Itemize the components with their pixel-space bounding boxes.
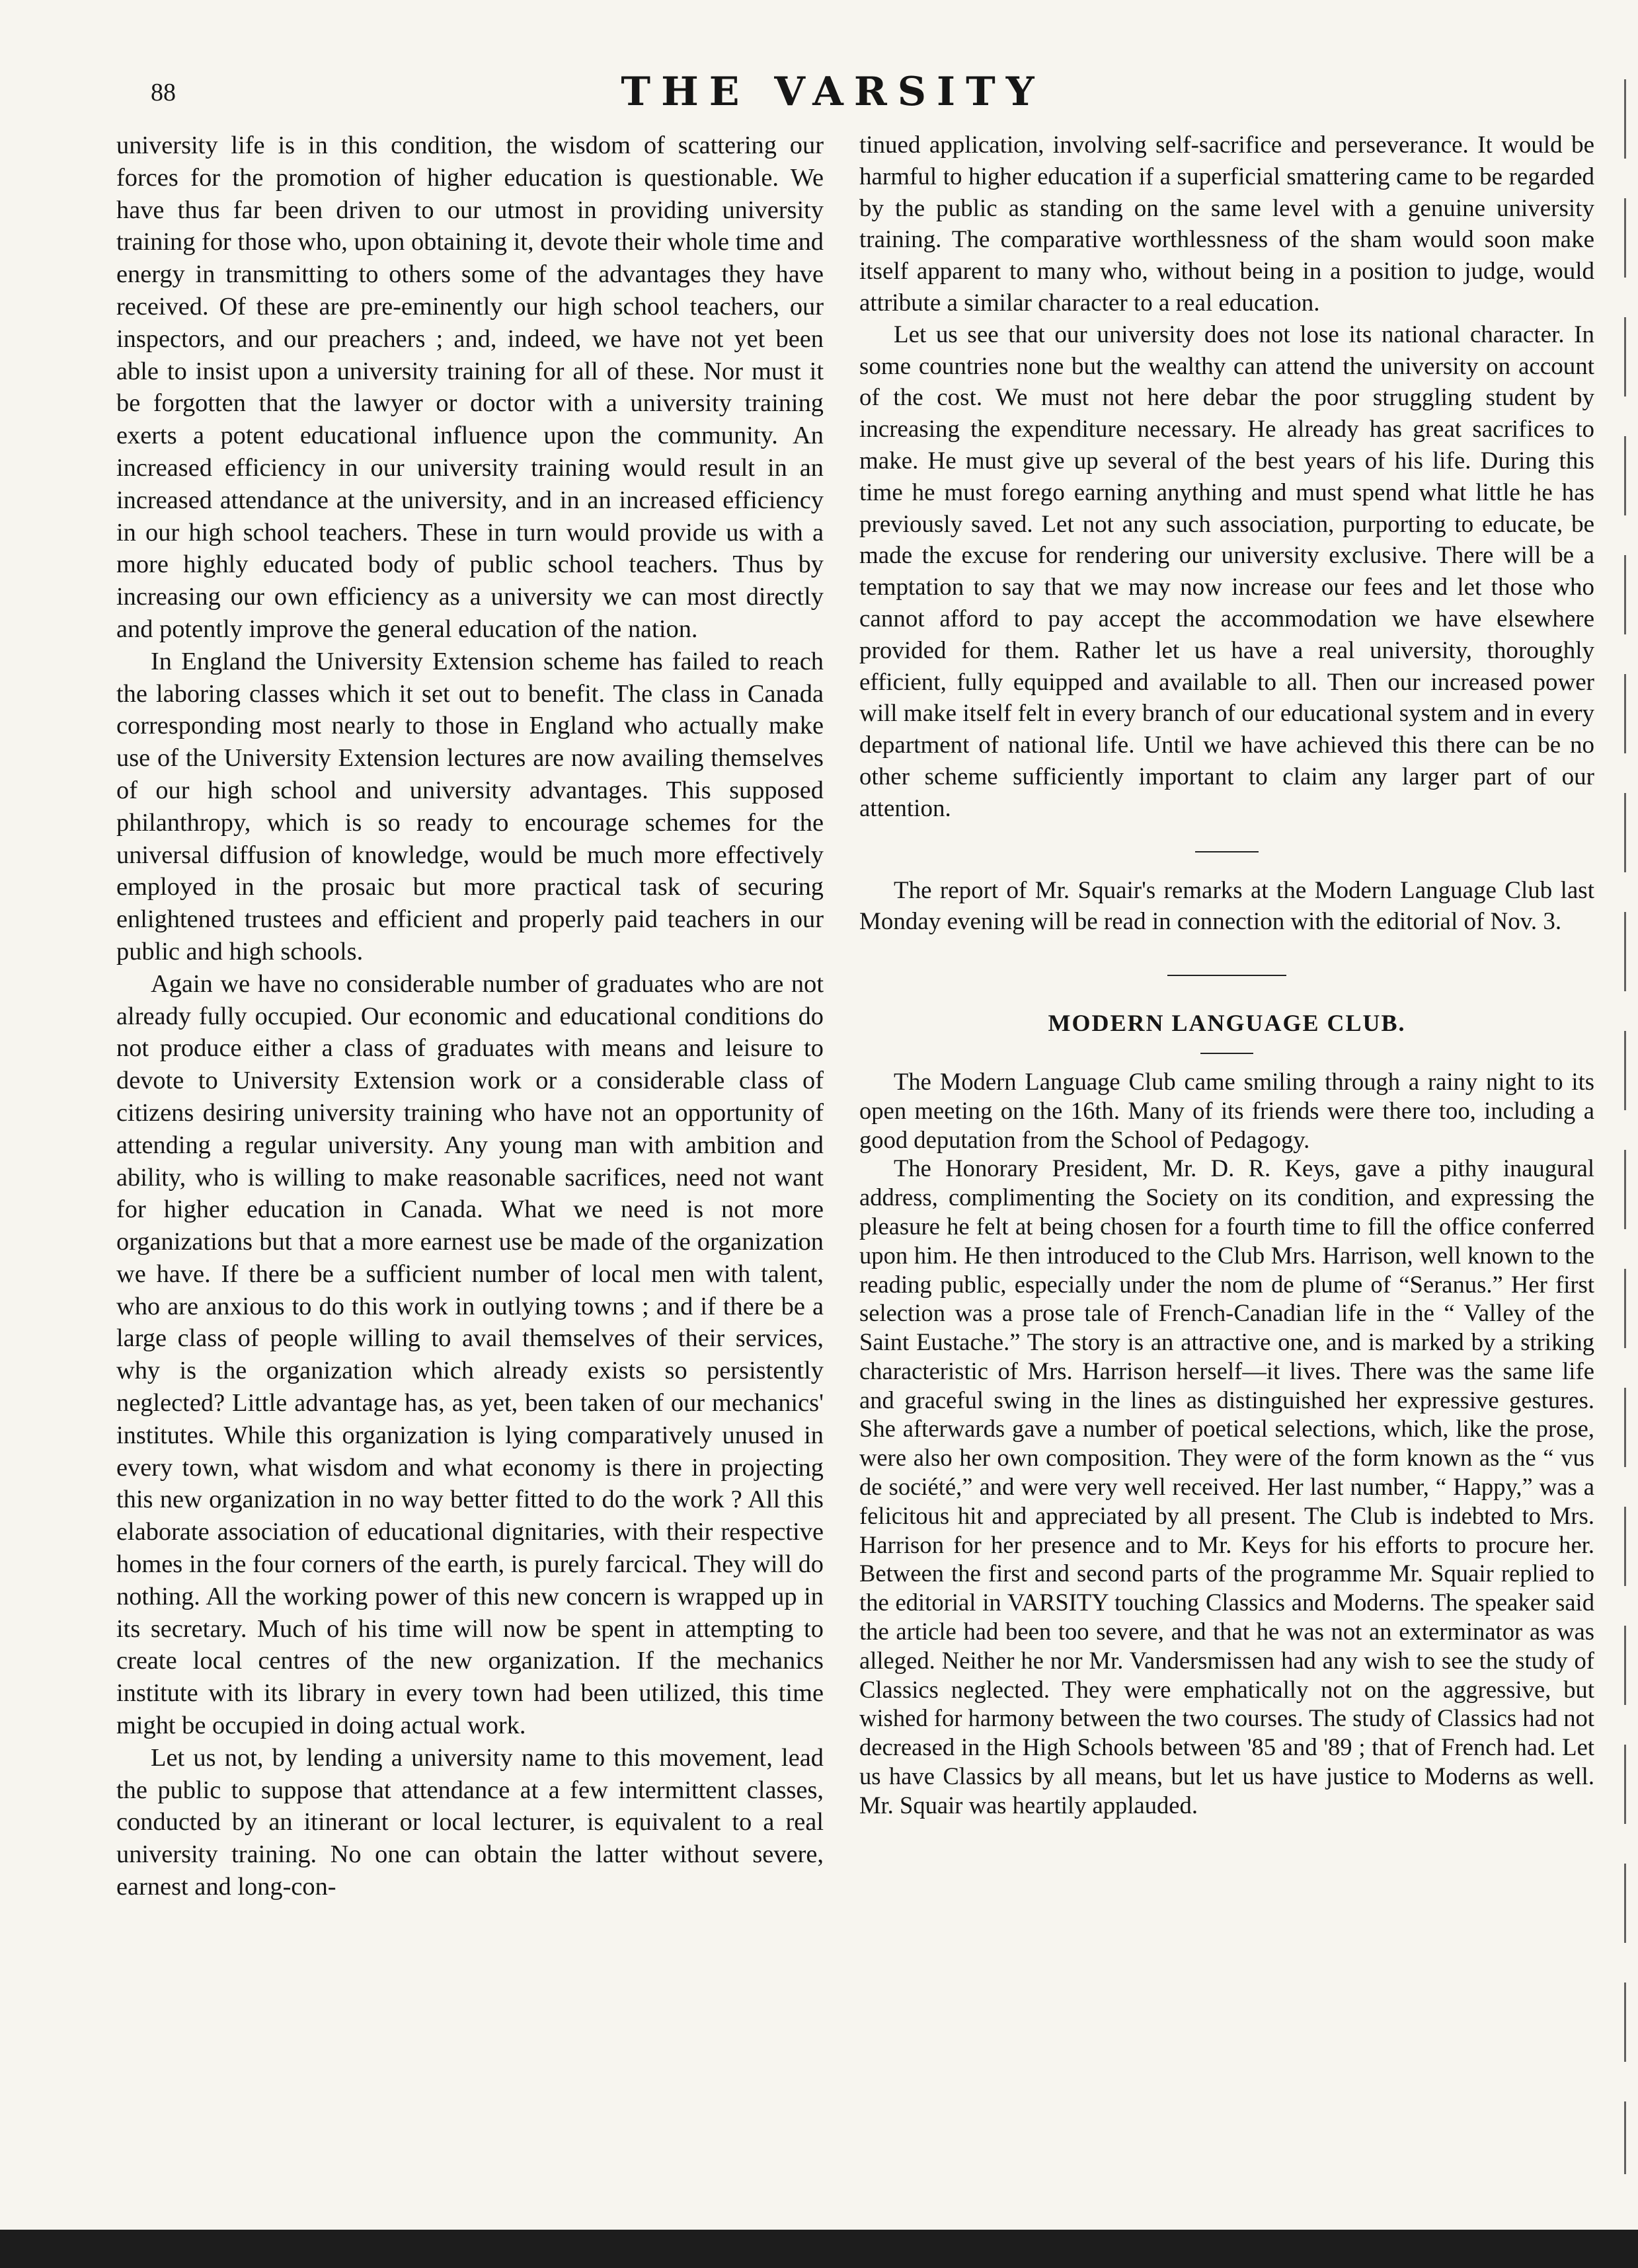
- left-column: [116, 130, 824, 1903]
- paragraph: tinued application, involving self-sacrifice and perseverance. It would be harmful to higher education if a superficial smattering came to be regarded by the public as standing on the same level with a genuine university training. The comparative worthlessness of the sham would soon make itself apparent to many who, without being in a position to judge, would attribute a similar character to a real education.: [859, 132, 1594, 317]
- heading-underline: [1200, 1053, 1253, 1054]
- masthead-title: THE VARSITY: [621, 69, 1045, 115]
- paragraph: In England the University Extension scheme has failed to reach the laboring classes which it set out to benefit. The class in Canada corresponding most nearly to those in England who actually make use of the University Extension lectures are now availing themselves of our high school and university advantages. This supposed philanthropy, which is so ready to encourage schemes for the universal diffusion of knowledge, would be much more effectively employed in the prosaic but more practical task of securing enlightened trustees and efficient and properly paid teachers in our public and high schools.: [116, 647, 824, 965]
- paragraph: Let us not, by lending a university name to this movement, lead the public to suppose that attendance at a few intermittent classes, conducted by an itinerant or local lecturer, is equivalent to a real university training. No one can obtain the latter without severe, earnest and long-con-: [116, 1743, 824, 1901]
- page-edge-shadow: [1624, 79, 1626, 2174]
- paragraph: The Honorary President, Mr. D. R. Keys, gave a pithy inaugural address, complimenting the Society on its condition, and expressing the pleasure he felt at being chosen for a fourth time to fill the office conferred upon him. He then introduced to the Club Mrs. Harrison, well known to the reading public, especially under the nom de plume of “Seranus.” Her first selection was a prose tale of French-Canadian life in the “ Valley of the Saint Eustache.” The story is an attractive one, and is marked by a striking characteristic of Mrs. Harrison herself—it lives. There was the same life and graceful swing in the lines as distinguished her expressive gestures. She afterwards gave a number of poetical selections, which, like the prose, were also her own composition. They were of the form known as the “ vus de société,” and were very well received. Her last number, “ Happy,” was a felicitous hit and appreciated by all present. The Club is indebted to Mrs. Harrison for her presence and to Mr. Keys for his efforts to procure her. Between the first and second parts of the programme Mr. Squair replied to the editorial in VARSITY touching Classics and Moderns. The speaker said the article had been too severe, and that he was not an exterminator as was alleged. Neither he nor Mr. Vandersmissen had any wish to see the study of Classics neglected. They were emphatically not on the aggressive, but wished for harmony between the two courses. The study of Classics had not decreased in the High Schools between '85 and '89 ; that of French had. Let us have Classics by all means, but let us have justice to Moderns as well. Mr. Squair was heartily applauded.: [859, 1154, 1594, 1819]
- page-bottom-border: [0, 2230, 1638, 2268]
- paragraph: The report of Mr. Squair's remarks at the Modern Language Club last Monday evening will be read in connection with the editorial of Nov. 3.: [859, 876, 1594, 936]
- club-heading: MODERN LANGUAGE CLUB.: [1048, 1010, 1406, 1037]
- paragraph: The Modern Language Club came smiling through a rainy night to its open meeting on the 16th. Many of its friends were there too, including a good deputation from the School of Pedagogy.: [859, 1067, 1594, 1153]
- page-number: 88: [151, 79, 176, 106]
- section-divider: [1167, 975, 1286, 976]
- paragraph: Let us see that our university does not lose its national character. In some countries none but the wealthy can attend the university on account of the cost. We must not here debar the poor struggling student by increasing the expenditure necessary. He already has great sacrifices to make. He must give up several of the best years of his life. During this time he must forego earning anything and must spend what little he has previously saved. Let not any such association, purporting to educate, be made the excuse for rendering our university exclusive. There will be a temptation to say that we may now increase our fees and let those who cannot afford to pay accept the accommodation we have elsewhere provided for them. Rather let us have a real university, thoroughly efficient, fully equipped and available to all. Then our increased power will make itself felt in every branch of our educational system and in every department of national life. Until we have achieved this there can be no other scheme sufficiently important to claim any larger part of our attention.: [859, 321, 1594, 822]
- club-report: [859, 1067, 1594, 1820]
- right-column: [859, 130, 1594, 1820]
- section-divider: [1195, 851, 1259, 852]
- paragraph: university life is in this condition, the wisdom of scattering our forces for the promotion of higher education is questionable. We have thus far been driven to our utmost in providing university training for those who, upon obtaining it, devote their whole time and energy in transmitting to others some of the advantages they have received. Of these are pre-eminently our high school teachers, our inspectors, and our preachers ; and, indeed, we have not yet been able to insist upon a university training for all of these. Nor must it be forgotten that the lawyer or doctor with a university training exerts a potent educational influence upon the community. An increased efficiency in our university training would result in an increased attendance at the university, and in an increased efficiency in our high school teachers. These in turn would provide us with a more highly educated body of public school teachers. Thus by increasing our own efficiency as a university we can most directly and potently improve the general education of the nation.: [116, 132, 824, 643]
- paragraph: Again we have no considerable number of graduates who are not already fully occupied. Our economic and educational conditions do not produce either a class of graduates with means and leisure to devote to University Extension work or a considerable class of citizens desiring university training who have not an opportunity of attending a regular university. Any young man with ambition and ability, who is willing to make reasonable sacrifices, need not want for higher education in Canada. What we need is not more organizations but that a more earnest use be made of the organization we have. If there be a sufficient number of local men with talent, who are anxious to do this work in outlying towns ; and if there be a large class of people willing to avail themselves of their services, why is the organization which already exists so persistently neglected? Little advantage has, as yet, been taken of our mechanics' institutes. While this organization is lying comparatively unused in every town, what wisdom and what economy is there in projecting this new organization in no way better fitted to do the work ? All this elaborate association of educational dignitaries, with their respective homes in the four corners of the earth, is purely farcical. They will do nothing. All the working power of this new concern is wrapped up in its secretary. Much of his time will now be spent in attempting to create local centres of the new organization. If the mechanics institute with its library in every town had been utilized, this time might be occupied in doing actual work.: [116, 969, 824, 1740]
